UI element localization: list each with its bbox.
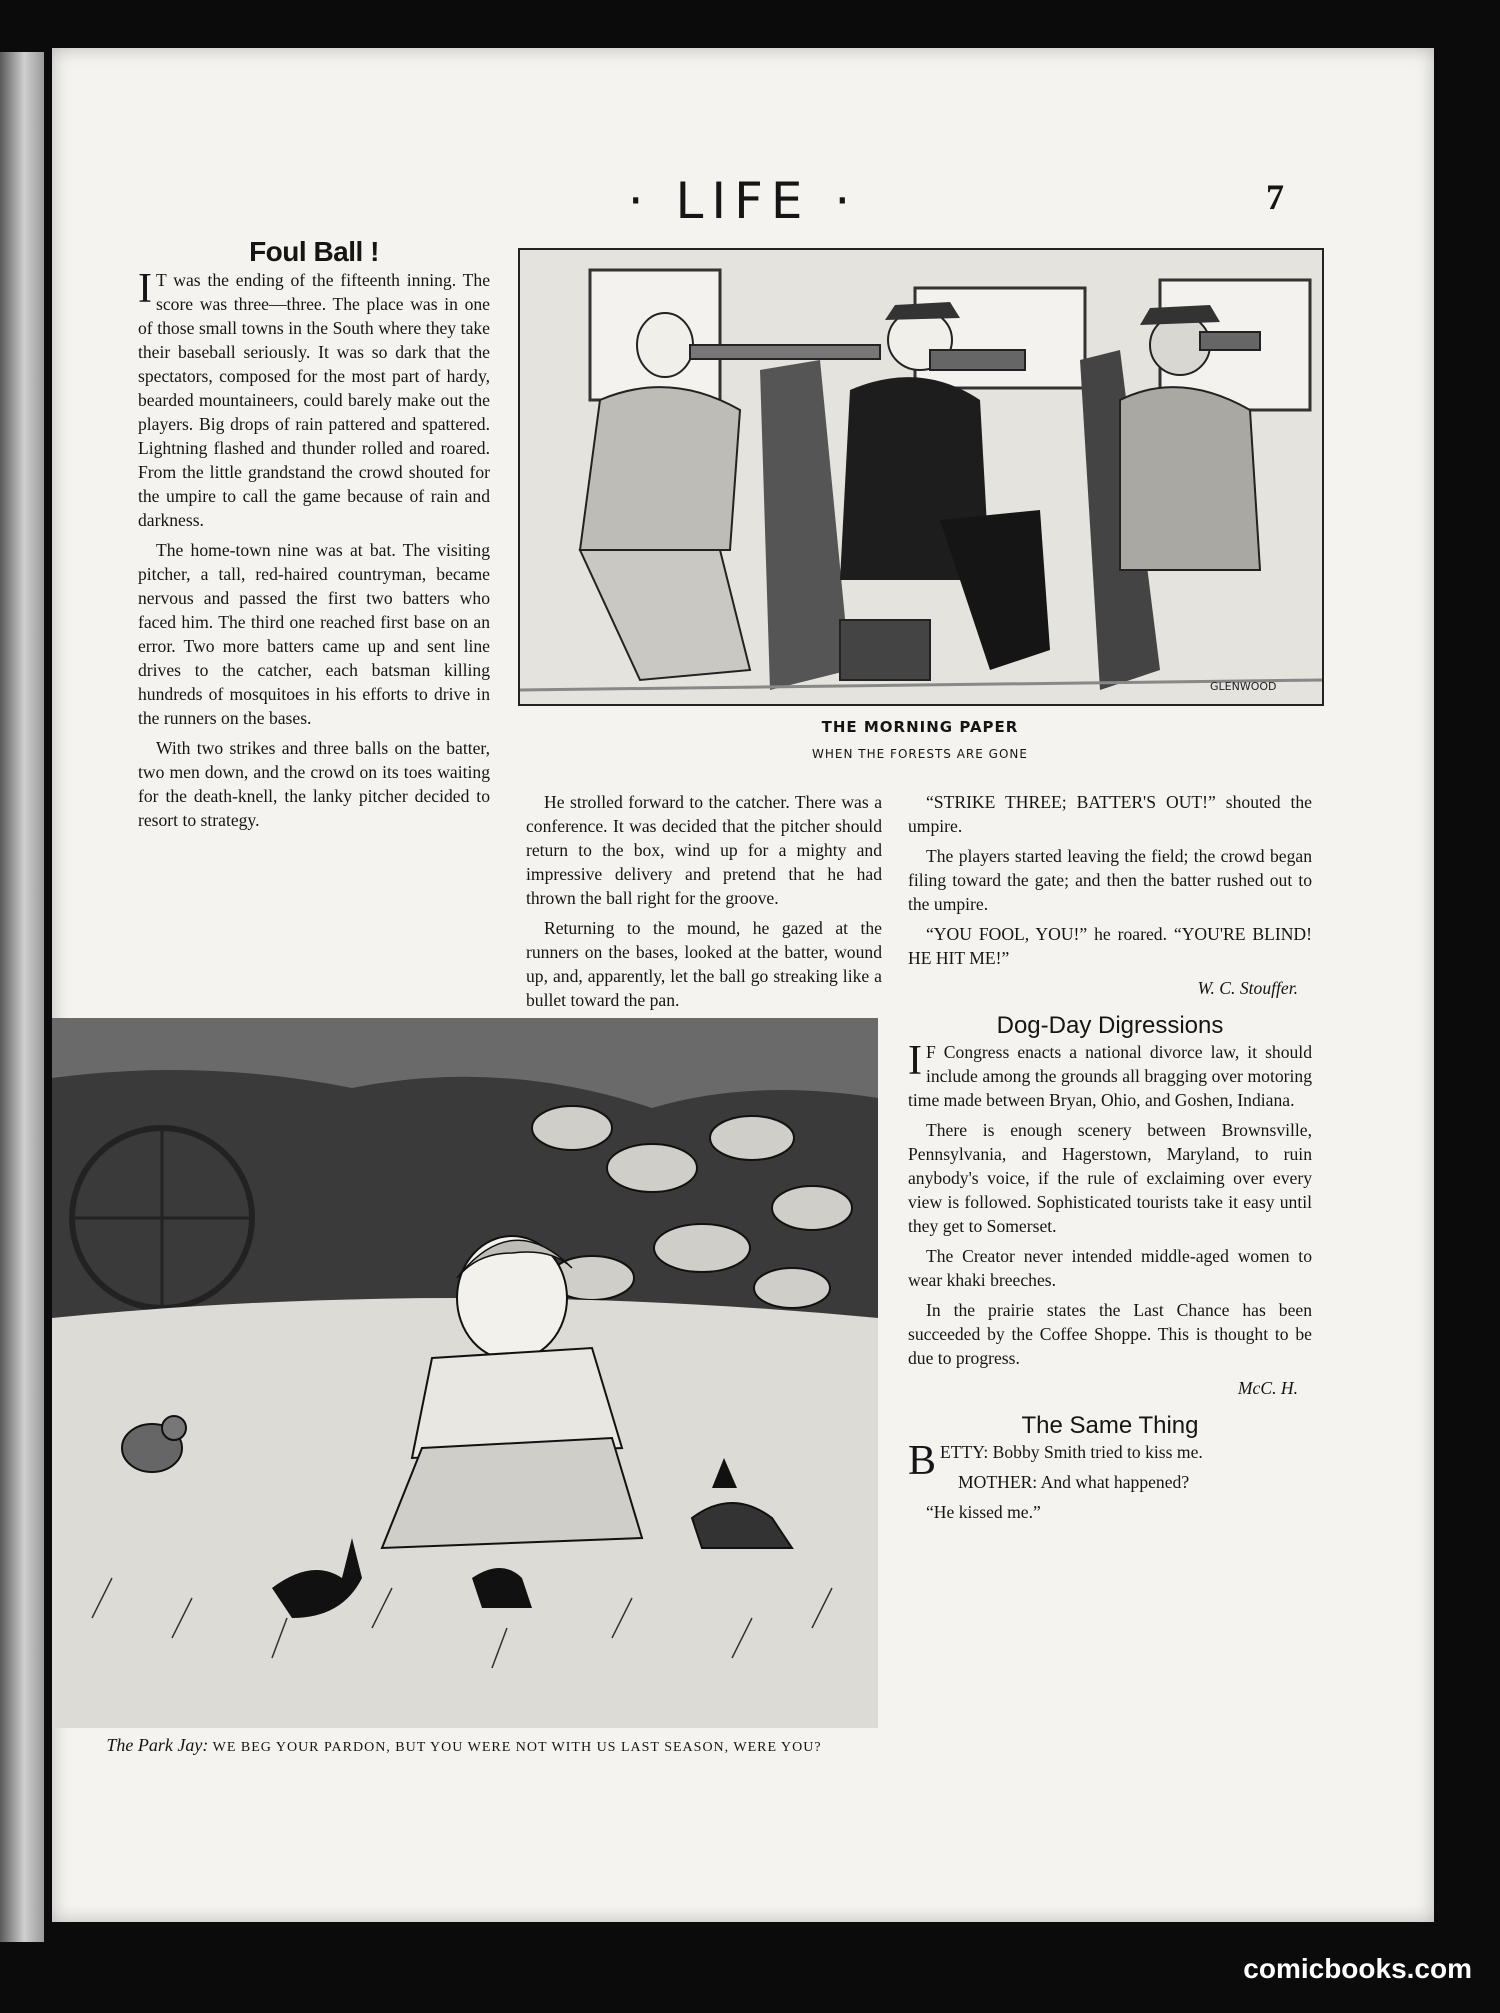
dog-day-paragraph: There is enough scenery between Brownsville, Pennsylvania, and Hagerstown, Maryland, to ruin anybody's voice, if the rule of exclaiming over every view is followed. Sophisticated tourists take it easy until they get to Somerset. — [908, 1120, 1312, 1236]
magazine-page — [52, 48, 1434, 1922]
drop-cap: B — [908, 1438, 937, 1484]
caption-speaker: The Park Jay: — [106, 1735, 209, 1755]
drop-cap: I — [138, 266, 152, 312]
park-scene-illustration — [52, 1018, 878, 1728]
watermark-text: comicbooks.com — [1243, 1953, 1472, 1984]
dog-day-paragraph: In the prairie states the Last Chance has been succeeded by the Coffee Shoppe. This is thought to be due to progress. — [908, 1300, 1312, 1368]
adjacent-page-edge — [0, 52, 44, 1942]
foul-ball-paragraph: “YOU FOOL, YOU!” he roared. “YOU'RE BLIND! HE HIT ME!” — [908, 924, 1312, 968]
park-jay-caption — [64, 1734, 864, 1759]
foul-ball-paragraph: I T was the ending of the fifteenth inning. The score was three—three. The place was in one of those small towns in the South where they take their baseball seriously. It was so dark that the spectators, composed for the most part of hardy, bearded mountaineers, could barely make out the players. Big drops of rain pattered and spattered. Lightning flashed and thunder rolled and roared. From the little grandstand the crowd shouted for the umpire to call the game because of rain and darkness. — [138, 266, 490, 530]
dog-day-paragraph: The Creator never intended middle-aged women to wear khaki breeches. — [908, 1246, 1312, 1290]
right-column — [908, 790, 1312, 1530]
same-thing-line: MOTHER: And what happened? — [958, 1472, 1190, 1492]
caption-text: WE BEG YOUR PARDON, BUT YOU WERE NOT WITH US LAST SEASON, WERE YOU? — [212, 1740, 822, 1755]
page-number: 7 — [1266, 177, 1284, 217]
train-car-illustration — [520, 250, 1322, 704]
artist-signature: GLENWOOD — [1210, 680, 1277, 693]
foul-ball-byline: W. C. Stouffer. — [1197, 978, 1298, 998]
drop-cap: I — [908, 1038, 922, 1084]
foul-ball-title: Foul Ball ! — [249, 236, 379, 267]
dog-day-byline: McC. H. — [1237, 1378, 1298, 1398]
same-thing-line: “He kissed me.” — [926, 1502, 1041, 1522]
foul-ball-paragraph: With two strikes and three balls on the batter, two men down, and the crowd on its toes waiting for the death-knell, the lanky pitcher decided to resort to strategy. — [138, 738, 490, 830]
cartoon-subcaption: WHEN THE FORESTS ARE GONE — [812, 747, 1028, 761]
same-thing-title: The Same Thing — [1021, 1412, 1199, 1439]
foul-ball-column-1 — [138, 236, 490, 838]
same-thing-line: BETTY: Bobby Smith tried to kiss me. — [908, 1438, 1203, 1484]
foul-ball-paragraph: The players started leaving the field; the crowd began filing toward the gate; and then the batter rushed out to the umpire. — [908, 846, 1312, 914]
foul-ball-paragraph: The home-town nine was at bat. The visiting pitcher, a tall, red-haired countryman, became nervous and passed the first two batters who faced him. The third one reached first base on an error. Two more batters came up and sent line drives to the catcher, each batsman killing hundreds of mosquitoes in his efforts to drive in the runners on the bases. — [138, 540, 490, 728]
morning-paper-cartoon — [518, 248, 1324, 706]
dog-day-paragraph: I F Congress enacts a national divorce law, it should include among the grounds all bragging over motoring time made between Bryan, Ohio, and Goshen, Indiana. — [908, 1038, 1312, 1110]
foul-ball-paragraph: He strolled forward to the catcher. There was a conference. It was decided that the pitcher should return to the box, wind up for a mighty and impressive delivery and pretend that he had thrown the ball right for the groove. — [526, 792, 882, 908]
foul-ball-paragraph: “STRIKE THREE; BATTER'S OUT!” shouted the umpire. — [908, 792, 1312, 836]
page-title: · LIFE · — [627, 172, 859, 230]
cartoon-caption: THE MORNING PAPER — [821, 718, 1019, 736]
foul-ball-paragraph: Returning to the mound, he gazed at the runners on the bases, looked at the batter, wound up, and, apparently, let the ball go streaking like a bullet toward the pan. — [526, 918, 882, 1010]
dog-day-title: Dog-Day Digressions — [996, 1012, 1224, 1039]
park-jay-cartoon — [52, 1018, 878, 1728]
foul-ball-column-2 — [526, 790, 882, 1018]
